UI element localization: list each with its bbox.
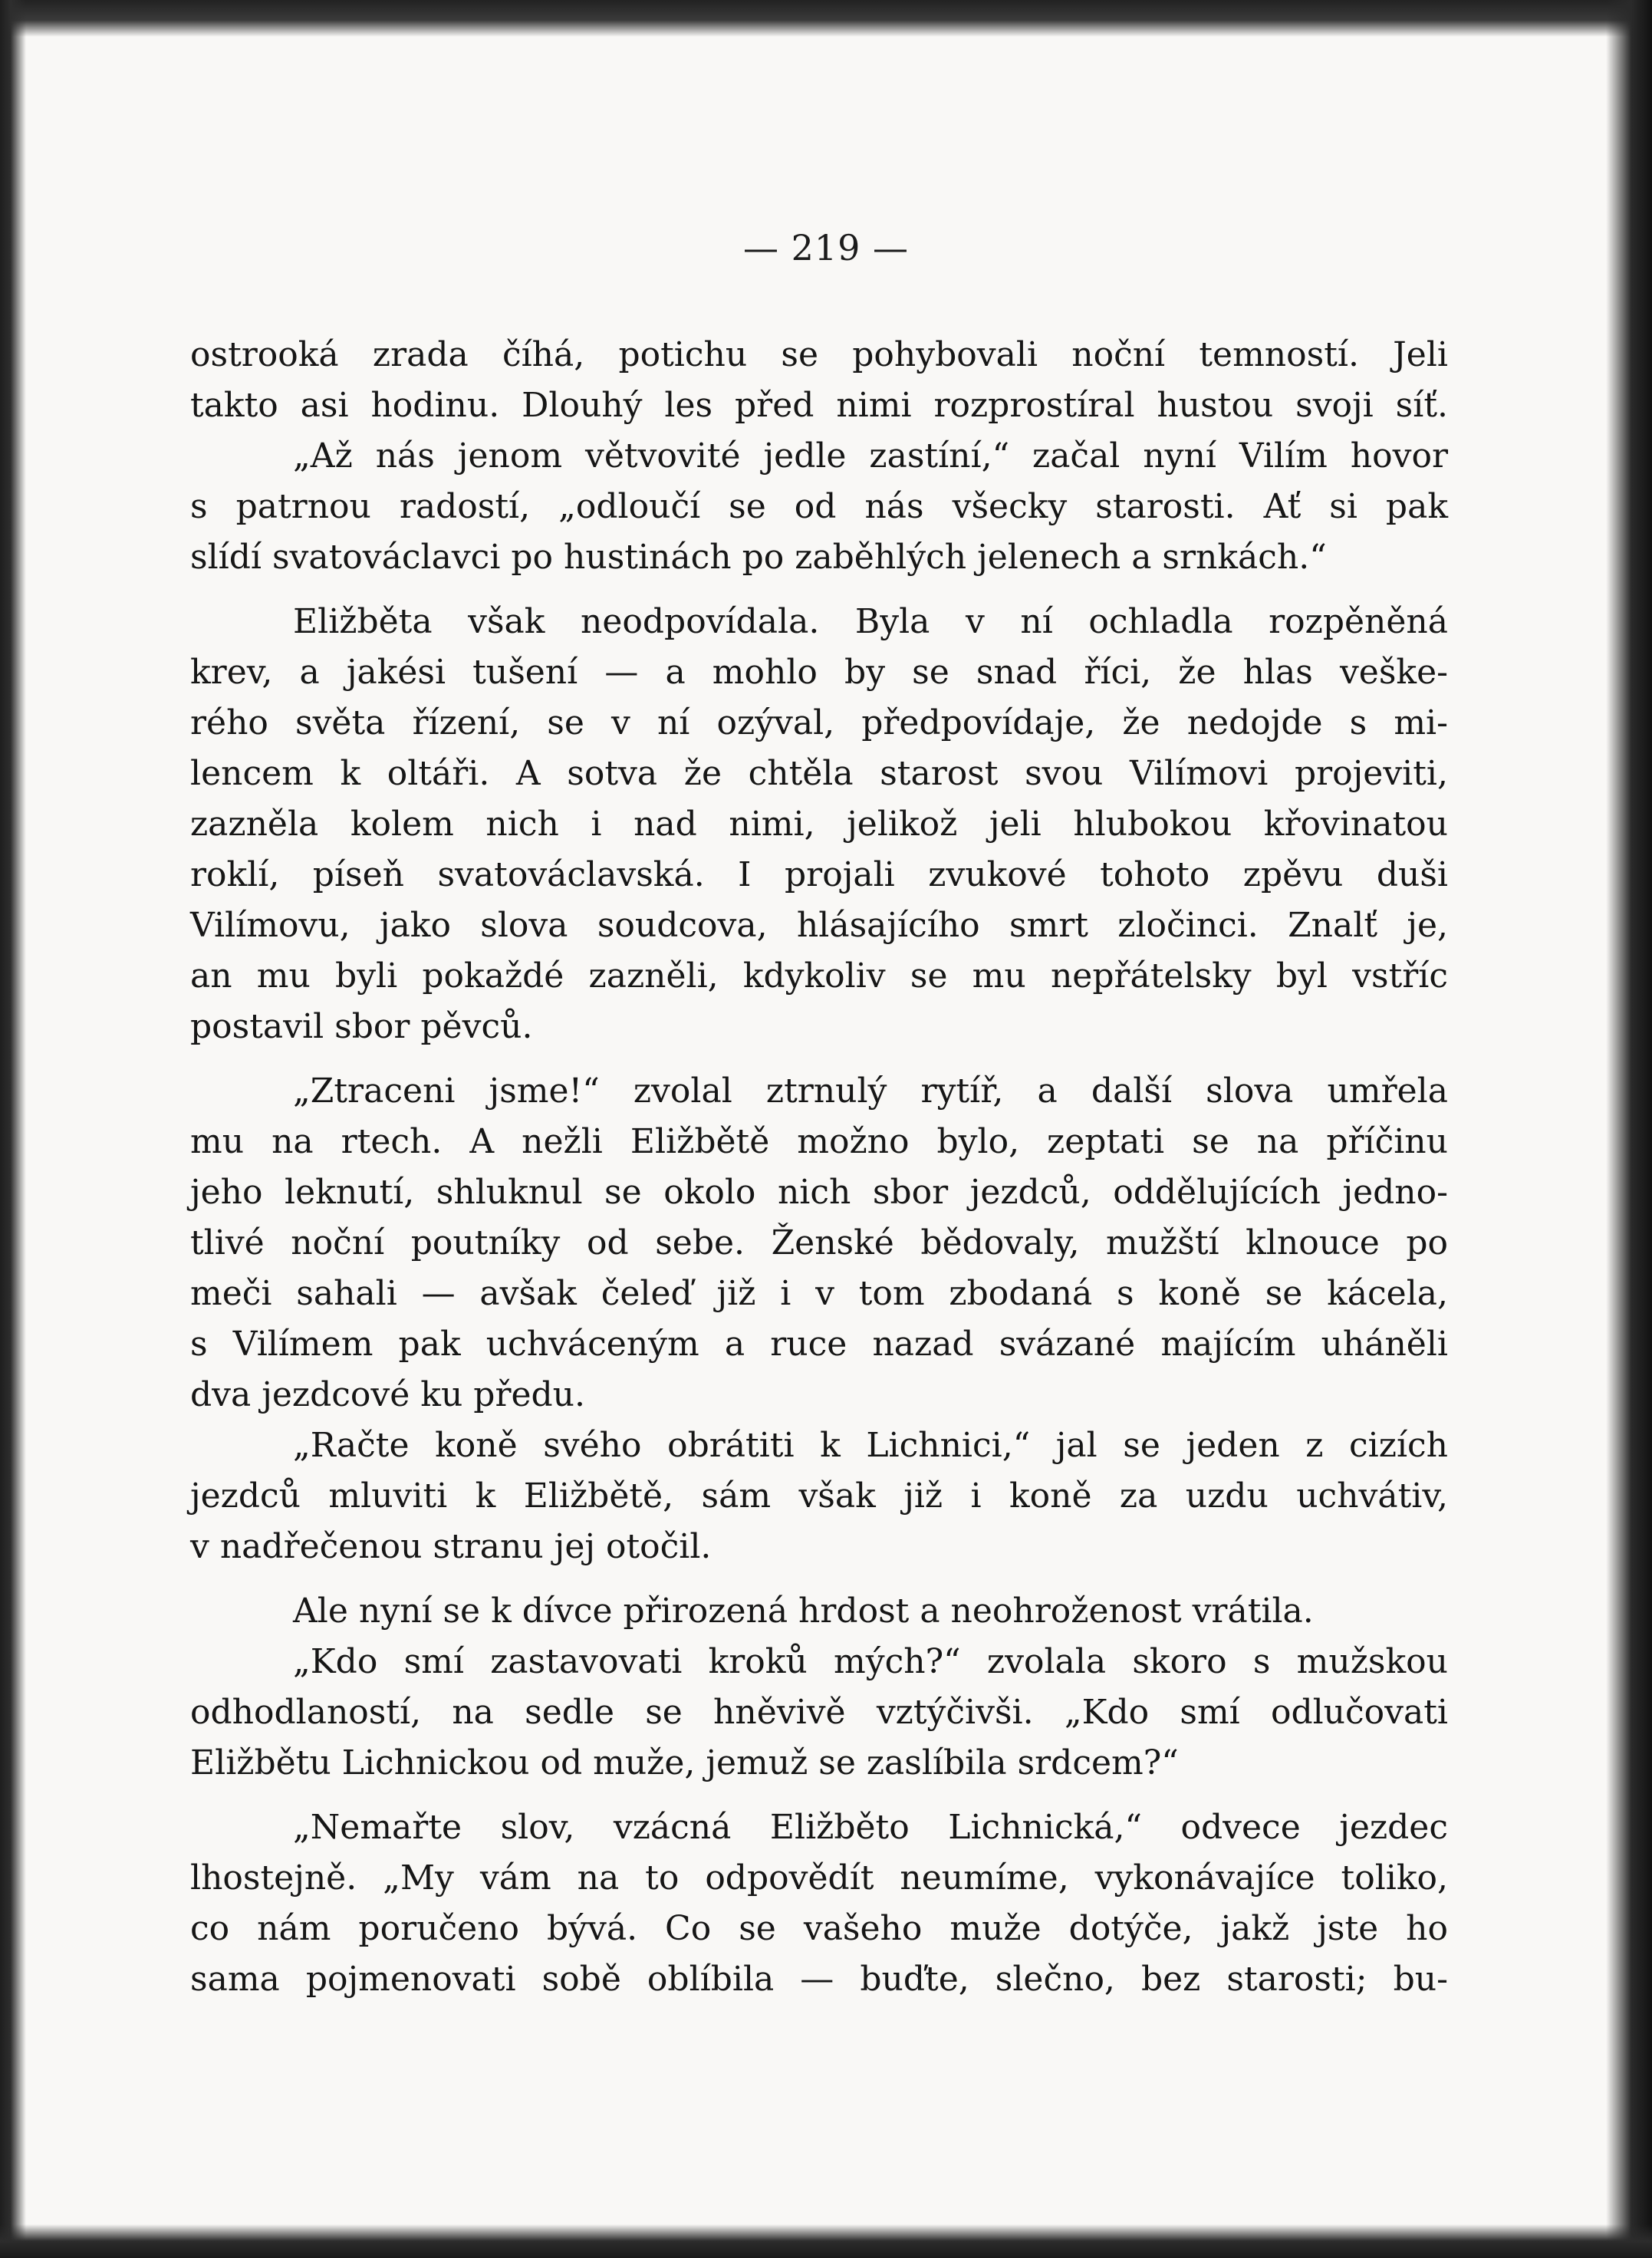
text-line: odhodlaností, na sedle se hněvivě vztýčivši. „Kdo smí odlučovati (190, 1693, 1448, 1732)
text-line: jeho leknutí, shluknul se okolo nich sbor jezdců, oddělujících jedno- (190, 1173, 1448, 1212)
scan-edge-right (1606, 0, 1652, 2258)
text-line: ostrooká zrada číhá, potichu se pohybovali noční temností. Jeli (190, 335, 1448, 374)
text-line: co nám poručeno bývá. Co se vašeho muže dotýče, jakž jste ho (190, 1909, 1448, 1948)
text-line: takto asi hodinu. Dlouhý les před nimi rozprostíral hustou svoji síť. (190, 386, 1448, 425)
text-line: krev, a jakési tušení — a mohlo by se snad říci, že hlas veške- (190, 653, 1448, 692)
text-line: mu na rtech. A nežli Eližbětě možno bylo, zeptati se na příčinu (190, 1122, 1448, 1161)
text-line: „Až nás jenom větvovité jedle zastíní,“ začal nyní Vilím hovor (293, 436, 1448, 476)
text-line: slídí svatováclavci po hustinách po zaběhlých jelenech a srnkách.“ (190, 538, 1327, 577)
text-line: lencem k oltáři. A sotva že chtěla starost svou Vilímovi projeviti, (190, 754, 1448, 793)
text-line: zazněla kolem nich i nad nimi, jelikož jeli hlubokou křovinatou (190, 805, 1448, 844)
text-line: s Vilímem pak uchváceným a ruce nazad svázané majícím uháněli (190, 1325, 1448, 1364)
text-line: sama pojmenovati sobě oblíbila — buďte, slečno, bez starosti; bu- (190, 1960, 1448, 1999)
text-line: „Nemařte slov, vzácná Eližběto Lichnická,“ odvece jezdec (293, 1808, 1448, 1847)
text-line: „Račte koně svého obrátiti k Lichnici,“ jal se jeden z cizích (293, 1426, 1448, 1465)
scan-edge-left (0, 0, 26, 2258)
text-line: lhostejně. „My vám na to odpovědít neumíme, vykonávajíce toliko, (190, 1858, 1448, 1898)
text-line: Eližbětu Lichnickou od muže, jemuž se zaslíbila srdcem?“ (190, 1743, 1179, 1782)
text-line: v nadřečenou stranu jej otočil. (190, 1527, 712, 1566)
text-line: roklí, píseň svatováclavská. I projali zvukové tohoto zpěvu duši (190, 855, 1448, 894)
text-line: an mu byli pokaždé zazněli, kdykoliv se mu nepřátelsky byl vstříc (190, 956, 1448, 996)
text-line: Ale nyní se k dívce přirozená hrdost a neohroženost vrátila. (293, 1591, 1314, 1631)
scan-edge-bottom (0, 2224, 1652, 2258)
text-line: rého světa řízení, se v ní ozýval, předpovídaje, že nedojde s mi- (190, 703, 1448, 742)
text-line: postavil sbor pěvců. (190, 1007, 533, 1046)
text-line: dva jezdcové ku předu. (190, 1375, 586, 1414)
text-line: Vilímovu, jako slova soudcova, hlásajícího smrt zločinci. Znalť je, (190, 906, 1448, 945)
text-line: s patrnou radostí, „odloučí se od nás všecky starosti. Ať si pak (190, 487, 1448, 526)
scan-edge-top (0, 0, 1652, 37)
page-number: — 219 — (742, 227, 910, 268)
body-text (190, 330, 1448, 2005)
text-line: jezdců mluviti k Eližbětě, sám však již i koně za uzdu uchvátiv, (190, 1476, 1448, 1516)
text-line: „Ztraceni jsme!“ zvolal ztrnulý rytíř, a další slova umřela (293, 1071, 1448, 1111)
text-line: Eližběta však neodpovídala. Byla v ní ochladla rozpěněná (293, 602, 1448, 641)
text-line: „Kdo smí zastavovati kroků mých?“ zvolala skoro s mužskou (293, 1642, 1448, 1681)
text-line: tlivé noční poutníky od sebe. Ženské bědovaly, mužští klnouce po (190, 1223, 1448, 1262)
text-line: meči sahali — avšak čeleď již i v tom zbodaná s koně se kácela, (190, 1274, 1448, 1313)
